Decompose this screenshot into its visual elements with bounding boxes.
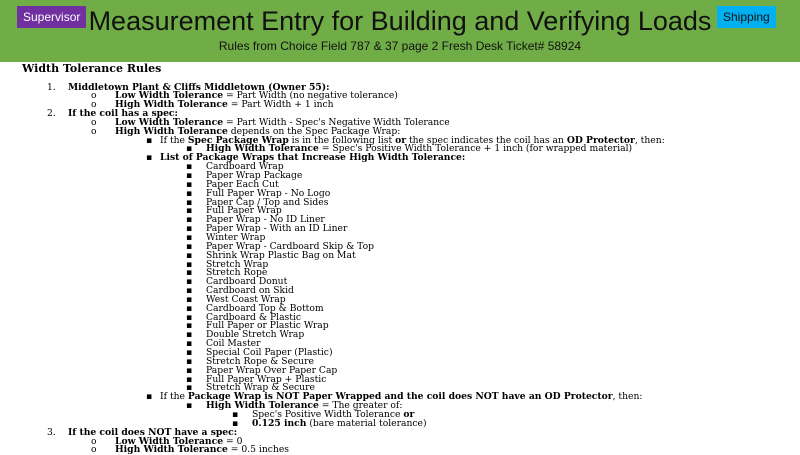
plain-text: depends on the Spec Package Wrap: xyxy=(227,125,401,137)
plain-text: Double Stretch Wrap xyxy=(206,329,305,341)
list-marker: ▪ xyxy=(186,187,193,199)
plain-text: Paper Wrap - No ID Liner xyxy=(206,214,325,226)
plain-text: Stretch Rope & Secure xyxy=(206,355,314,367)
plain-text: Shrink Wrap Plastic Bag on Mat xyxy=(206,249,356,261)
list-marker: ▪ xyxy=(186,320,193,332)
list-marker: ▪ xyxy=(186,382,193,394)
list-marker: ▪ xyxy=(186,400,193,412)
list-marker: ▪ xyxy=(186,231,193,243)
plain-text: the spec indicates the coil has an xyxy=(406,134,567,146)
plain-text: Cardboard on Skid xyxy=(206,285,294,297)
plain-text: Paper Each Cut xyxy=(206,178,279,190)
plain-text: = The greater of: xyxy=(318,400,403,412)
list-marker: ▪ xyxy=(186,302,193,314)
list-marker: ▪ xyxy=(186,267,193,279)
list-marker: o xyxy=(91,125,97,137)
plain-text: Cardboard Donut xyxy=(206,276,288,288)
list-marker: ▪ xyxy=(186,161,193,173)
plain-text: West Coast Wrap xyxy=(206,293,286,305)
plain-text: Spec's Positive Width Tolerance xyxy=(252,408,404,420)
list-marker: ▪ xyxy=(186,196,193,208)
list-marker: ▪ xyxy=(186,205,193,217)
list-marker: ▪ xyxy=(186,170,193,181)
bold-text: Middletown Plant & Cliffs Middletown (Owner 55): xyxy=(68,81,330,93)
list-marker: ▪ xyxy=(186,338,193,350)
plain-text: Stretch Wrap & Secure xyxy=(206,382,315,394)
plain-text: Paper Cap / Top and Sides xyxy=(206,196,329,208)
list-marker: o xyxy=(91,116,97,128)
list-marker: ▪ xyxy=(186,258,193,270)
plain-text: Special Coil Paper (Plastic) xyxy=(206,347,333,358)
plain-text: Full Paper Wrap xyxy=(206,205,282,217)
list-marker: ▪ xyxy=(186,293,193,305)
header-banner xyxy=(0,0,800,62)
plain-text: Cardboard Wrap xyxy=(206,161,284,173)
supervisor-tag[interactable]: Supervisor xyxy=(17,6,86,28)
list-marker: o xyxy=(91,90,97,102)
list-marker: ▪ xyxy=(186,178,193,190)
list-marker: o xyxy=(91,444,97,455)
plain-text: = Part Width (no negative tolerance) xyxy=(223,90,398,102)
bold-text: If the coil has a spec: xyxy=(68,108,178,120)
bold-text: Package Wrap is NOT Paper Wrapped and the coil does NOT have an OD Protector xyxy=(187,391,613,403)
list-marker: o xyxy=(91,99,97,111)
bold-text: High Width Tolerance xyxy=(206,400,319,412)
list-marker: 1. xyxy=(47,81,56,93)
plain-text: Cardboard Top & Bottom xyxy=(206,302,324,314)
bold-text: If the coil does NOT have a spec: xyxy=(68,426,238,438)
list-marker: ▪ xyxy=(186,355,193,367)
bold-text: Spec Package Wrap xyxy=(187,134,289,146)
bold-text: High Width Tolerance xyxy=(115,99,228,111)
plain-text: If the xyxy=(160,134,188,146)
bold-text: High Width Tolerance xyxy=(206,143,319,155)
plain-text: Paper Wrap - Cardboard Skip & Top xyxy=(206,240,374,252)
list-marker: 2. xyxy=(47,108,56,120)
plain-text: Full Paper Wrap - No Logo xyxy=(206,187,331,199)
list-marker: ▪ xyxy=(186,364,193,376)
plain-text: = Spec's Positive Width Tolerance + 1 inch (for wrapped material) xyxy=(318,143,633,155)
list-marker: ▪ xyxy=(186,347,193,358)
page-title: Measurement Entry for Building and Verifying Loads xyxy=(88,6,712,36)
bold-text: High Width Tolerance xyxy=(115,444,228,455)
section-heading: Width Tolerance Rules xyxy=(22,62,162,75)
list-marker: ▪ xyxy=(186,373,193,385)
rule-text xyxy=(115,445,289,455)
plain-text: Cardboard & Plastic xyxy=(206,311,302,323)
plain-text: Full Paper or Plastic Wrap xyxy=(206,320,329,332)
bold-text: List of Package Wraps that Increase High Width Tolerance: xyxy=(160,152,466,164)
list-marker: ▪ xyxy=(186,143,193,155)
list-marker: ▪ xyxy=(146,134,153,146)
list-marker: ▪ xyxy=(232,417,239,429)
bold-text: High Width Tolerance xyxy=(115,125,228,137)
plain-text: Paper Wrap Package xyxy=(206,170,303,181)
plain-text: Coil Master xyxy=(206,338,261,350)
list-marker: ▪ xyxy=(186,240,193,252)
list-marker: ▪ xyxy=(186,285,193,297)
bold-text: Low Width Tolerance xyxy=(115,116,224,128)
list-marker: ▪ xyxy=(232,408,239,420)
bold-text: or xyxy=(403,408,415,420)
rule-text xyxy=(252,419,427,429)
bold-text: Low Width Tolerance xyxy=(115,90,224,102)
list-marker: ▪ xyxy=(186,276,193,288)
plain-text: Winter Wrap xyxy=(206,231,266,243)
plain-text: = Part Width + 1 inch xyxy=(227,99,334,111)
plain-text: Full Paper Wrap + Plastic xyxy=(206,373,327,385)
list-marker: ▪ xyxy=(146,152,153,164)
bold-text: or xyxy=(395,134,407,146)
bold-text: 0.125 inch xyxy=(252,417,307,429)
list-marker: ▪ xyxy=(186,311,193,323)
plain-text: If the xyxy=(160,391,188,403)
list-marker: 3. xyxy=(47,426,56,438)
list-marker: ▪ xyxy=(186,223,193,235)
bold-text: Low Width Tolerance xyxy=(115,435,224,447)
plain-text: , then: xyxy=(634,134,665,146)
shipping-tag[interactable]: Shipping xyxy=(717,6,776,28)
plain-text: (bare material tolerance) xyxy=(306,417,427,429)
list-marker: ▪ xyxy=(186,329,193,341)
plain-text: Stretch Rope xyxy=(206,267,268,279)
list-marker: ▪ xyxy=(186,249,193,261)
plain-text: is in the following list xyxy=(288,134,396,146)
plain-text: Paper Wrap Over Paper Cap xyxy=(206,364,338,376)
document-body xyxy=(0,62,800,455)
plain-text: Stretch Wrap xyxy=(206,258,269,270)
list-marker: o xyxy=(91,435,97,447)
plain-text: = Part Width - Spec's Negative Width Tolerance xyxy=(223,116,450,128)
list-marker: ▪ xyxy=(186,214,193,226)
plain-text: = 0 xyxy=(223,435,243,447)
plain-text: , then: xyxy=(612,391,643,403)
plain-text: = 0.5 inches xyxy=(227,444,289,455)
plain-text: Paper Wrap - With an ID Liner xyxy=(206,223,348,235)
page-subtitle: Rules from Choice Field 787 & 37 page 2 Fresh Desk Ticket# 58924 xyxy=(218,39,582,53)
bold-text: OD Protector xyxy=(566,134,635,146)
list-marker: ▪ xyxy=(146,391,153,403)
